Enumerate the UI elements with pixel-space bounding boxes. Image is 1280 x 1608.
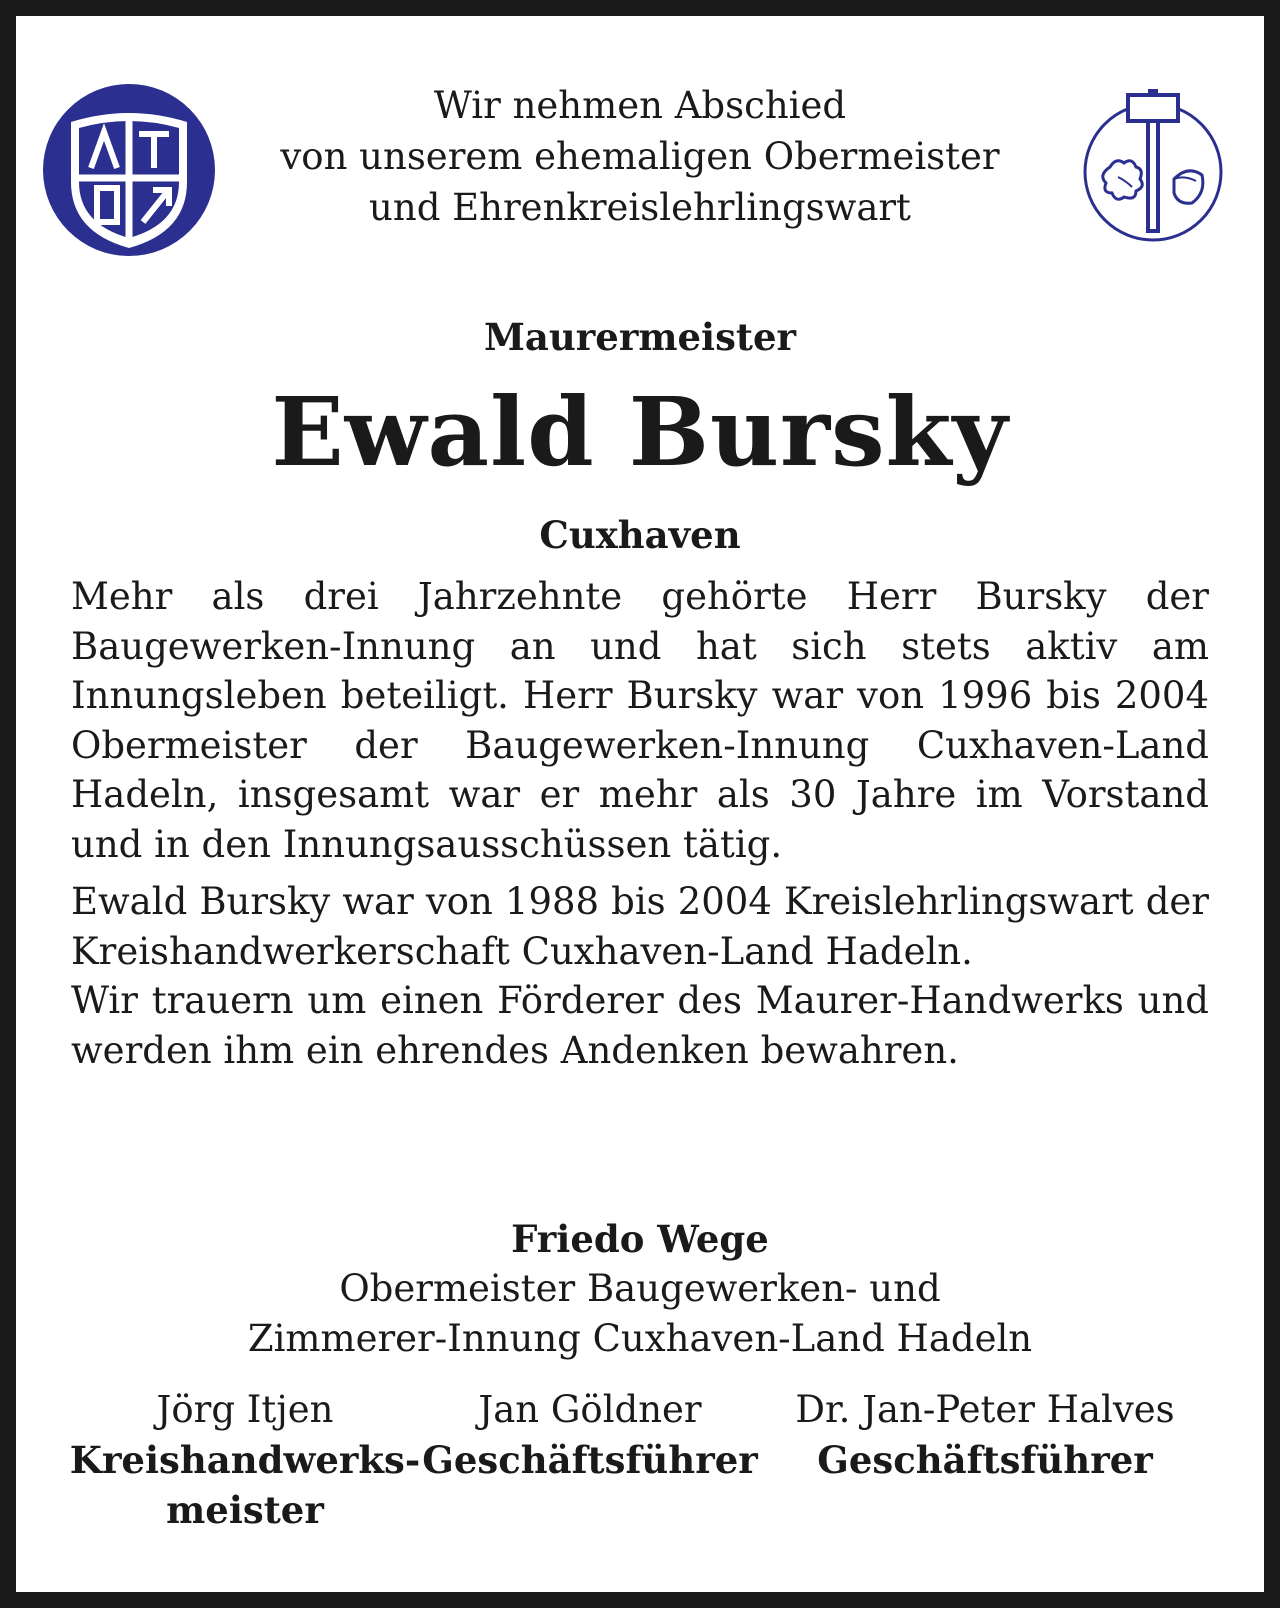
header-line: von unserem ehemaligen Obermeister: [280, 135, 1000, 178]
tribute-text: [71, 572, 1209, 1075]
farewell-header: [230, 80, 1050, 233]
header-line: und Ehrenkreislehrlingswart: [369, 186, 911, 229]
tribute-paragraph: Mehr als drei Jahrzehnte gehörte Herr Bursky der Baugewerken-Innung an und hat sich stets aktiv am Innungsleben beteiligt. Herr Bursky war von 1996 bis 2004 Obermeister der Baugewerken-Innung Cuxhaven-Land Hadeln, insgesamt war er mehr als 30 Jahre im Vorstand und in den Innungsausschüssen tätig.: [71, 575, 1209, 866]
deceased-name: Ewald Bursky: [271, 377, 1009, 488]
header-line: Wir nehmen Abschied: [433, 84, 847, 127]
hammer-oak-leaf-acorn-emblem-icon: [1078, 87, 1228, 247]
signatory-name: Dr. Jan-Peter Halves: [795, 1388, 1175, 1431]
signatory-role: meister: [166, 1488, 324, 1532]
signer-role: Zimmerer-Innung Cuxhaven-Land Hadeln: [247, 1317, 1033, 1360]
signer-role: Obermeister Baugewerken- und: [339, 1267, 941, 1310]
signatory-name: Jörg Itjen: [156, 1388, 334, 1431]
signatory-role: Geschäftsführer: [422, 1438, 758, 1482]
tribute-paragraph: Wir trauern um einen Förderer des Maurer-Handwerks und werden ihm ein ehrendes Andenken bewahren.: [71, 979, 1209, 1072]
signatory: [60, 1385, 430, 1535]
main-signer: [0, 1214, 1280, 1364]
signatory-role: Geschäftsführer: [817, 1438, 1153, 1482]
signatory-name: Jan Göldner: [478, 1388, 702, 1431]
deceased-place: Cuxhaven: [539, 513, 741, 557]
guild-shield-emblem-icon: [41, 82, 217, 258]
signatory: [750, 1385, 1220, 1485]
tribute-paragraph: Ewald Bursky war von 1988 bis 2004 Kreislehrlingswart der Kreishandwerkerschaft Cuxhaven-Land Hadeln.: [71, 880, 1209, 973]
signatory: [420, 1385, 760, 1485]
signer-name: Friedo Wege: [511, 1217, 769, 1261]
signatory-role: Kreishandwerks-: [69, 1438, 421, 1482]
deceased-title: Maurermeister: [483, 315, 797, 359]
